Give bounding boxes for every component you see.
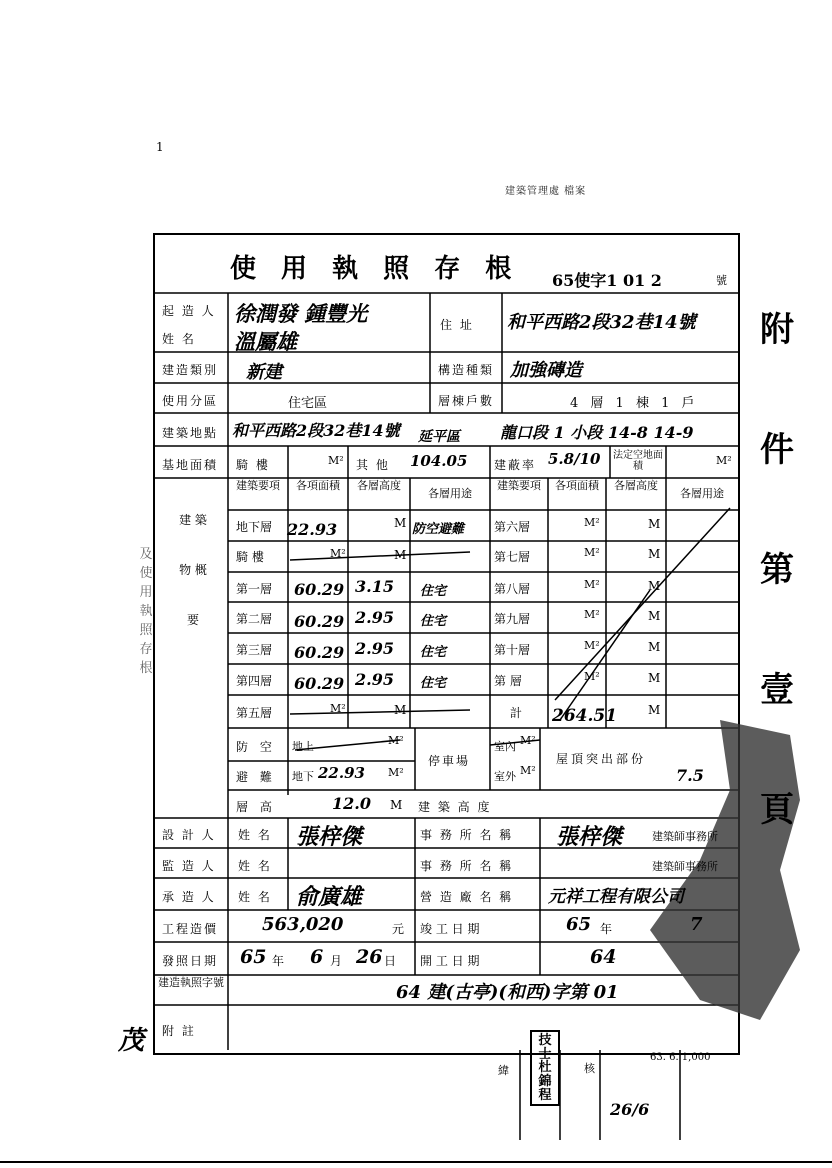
builder-names-1: 徐潤發 鍾豐光	[234, 301, 368, 326]
f1-use: 住宅	[420, 584, 447, 599]
bldg-height-label: 建 築 高 度	[418, 800, 492, 814]
f7-m2: M²	[584, 546, 600, 559]
use-zone-value: 住宅區	[288, 396, 328, 411]
done-label: 竣 工 日 期	[420, 922, 480, 936]
f5-m: M	[394, 703, 407, 717]
bldg-height-m: M	[390, 798, 403, 812]
contractor-firm: 元祥工程有限公司	[548, 887, 684, 907]
use-header-2: 各層用途	[680, 487, 724, 500]
site-value: 和平西路2段32巷14號	[232, 421, 400, 440]
contractor-name-label: 姓 名	[238, 890, 272, 904]
note-label: 附 註	[162, 1024, 196, 1038]
fn-label: 第 層	[494, 674, 522, 688]
lot-number: 龍口段 1 小段 14-8 14-9	[500, 423, 694, 442]
f2-height: 2.95	[355, 608, 394, 627]
arcade-label: 騎 樓	[236, 458, 270, 472]
stamp-date: 26/6	[610, 1100, 650, 1119]
total-area: 264.51	[552, 706, 618, 726]
designer-office-label: 事 務 所 名 稱	[420, 828, 514, 842]
designer-label: 設 計 人	[162, 828, 216, 842]
right-side-char-3: 第	[760, 550, 794, 590]
arcade-row-label: 騎 樓	[236, 550, 264, 564]
floors-units-label: 層棟戶數	[438, 394, 495, 408]
indoor-label: 室內	[494, 740, 516, 753]
site-label: 建築地點	[162, 426, 219, 440]
basement-m: M	[394, 516, 407, 530]
use-header: 各層用途	[428, 487, 472, 500]
f9-m2: M²	[584, 608, 600, 621]
f7-m: M	[648, 547, 661, 561]
right-side-text	[752, 270, 802, 870]
other-label: 其 他	[356, 458, 390, 472]
roof-value: 7.5	[676, 766, 704, 785]
legal-open-m2: M²	[716, 454, 732, 467]
contractor-label: 承 造 人	[162, 890, 216, 904]
shelter-label: 避 難	[236, 770, 276, 784]
build-type-value: 新建	[246, 362, 282, 383]
builder-names-2: 溫屬雄	[234, 329, 297, 354]
height-header-2: 各層高度	[614, 479, 658, 492]
f7-label: 第七層	[494, 550, 531, 564]
print-note: 63. 6. 1,000	[650, 1052, 711, 1063]
hao-label: 號	[716, 274, 727, 287]
f1-height: 3.15	[355, 577, 394, 596]
coverage-label: 建蔽率	[494, 458, 537, 472]
total-m: M	[648, 703, 661, 717]
f2-area: 60.29	[294, 612, 345, 631]
issue-month: 6	[310, 946, 324, 968]
f9-label: 第九層	[494, 612, 531, 626]
f9-m: M	[648, 609, 661, 623]
address-value: 和平西路2段32巷14號	[507, 312, 696, 333]
issue-year-label: 年	[272, 954, 285, 968]
f8-m: M	[648, 579, 661, 593]
f10-m: M	[648, 640, 661, 654]
top-stamp: 建築管理處 檔案	[505, 186, 587, 197]
left-mark: 1	[156, 140, 164, 154]
f6-label: 第六層	[494, 520, 531, 534]
cost-label: 工程造價	[162, 922, 219, 936]
use-zone-label: 使用分區	[162, 394, 219, 408]
fn-m2: M²	[584, 670, 600, 683]
f6-m: M	[648, 517, 661, 531]
indoor-m2: M²	[520, 734, 536, 747]
f2-label: 第二層	[236, 612, 273, 626]
land-area-label: 基地面積	[162, 458, 219, 472]
designer-office: 張梓傑	[556, 824, 623, 850]
stamp-label-a: 緯	[498, 1064, 509, 1077]
f1-area: 60.29	[294, 580, 345, 599]
struct-type-value: 加強磚造	[510, 360, 582, 381]
right-side-char-2: 件	[760, 430, 794, 470]
parking-label: 停車場	[428, 754, 471, 768]
inspector-seal: 技 士 杜 錦 程	[530, 1030, 560, 1106]
f5-label: 第五層	[236, 706, 273, 720]
area-header-2: 各項面積	[555, 479, 599, 492]
arcade-area-m2: M²	[330, 547, 346, 560]
area-header: 各項面積	[296, 479, 340, 492]
floor-height-label: 層 高	[236, 800, 276, 814]
designer-arch-office: 建築師事務所	[652, 830, 718, 843]
bldg-height-value: 12.0	[332, 794, 371, 813]
height-header: 各層高度	[357, 479, 401, 492]
f3-use: 住宅	[420, 645, 447, 660]
cost-value: 563,020	[262, 914, 344, 935]
supervisor-office-label: 事 務 所 名 稱	[420, 859, 514, 873]
permit-label: 建造執照字號	[158, 976, 224, 989]
f6-m2: M²	[584, 516, 600, 529]
address-label: 住 址	[440, 318, 474, 332]
basement-area: 22.93	[287, 520, 338, 539]
yuan-label: 元	[392, 922, 405, 936]
designer-name: 張梓傑	[296, 824, 363, 850]
contractor-name: 俞廣雄	[296, 884, 363, 910]
left-side-text: 及 使 用 執 照 存 根	[139, 547, 153, 676]
f5-m2: M²	[330, 702, 346, 715]
contractor-firm-label: 營 造 廠 名 稱	[420, 890, 514, 904]
f3-label: 第三層	[236, 643, 273, 657]
supervisor-name-label: 姓 名	[238, 859, 272, 873]
fn-m: M	[648, 671, 661, 685]
struct-type-label: 構造種類	[438, 363, 495, 377]
f4-area: 60.29	[294, 674, 345, 693]
total-label: 計	[510, 706, 523, 720]
issue-month-label: 月	[330, 954, 343, 968]
bldg-items-header-2: 建築要項	[497, 479, 541, 492]
done-year: 65	[566, 914, 592, 935]
build-type-label: 建造類別	[162, 363, 219, 377]
done-month: 7	[690, 914, 703, 935]
air-raid-label: 防 空	[236, 740, 276, 754]
bldg-overview-label: 建 築 物 概 要	[179, 513, 207, 627]
form-title: 使 用 執 照 存 根	[230, 254, 520, 284]
legal-open-label: 法定空地面積	[613, 450, 663, 472]
underground-label: 地下	[292, 770, 314, 783]
stamp-label-b: 核	[584, 1062, 595, 1075]
supervisor-label: 監 造 人	[162, 859, 216, 873]
coverage-value: 5.8/10	[548, 450, 601, 468]
f3-height: 2.95	[355, 639, 394, 658]
permit-value: 64 建(古亭)(和西)字第 01	[396, 982, 619, 1003]
right-side-char-1: 附	[760, 310, 794, 350]
ground-m2: M²	[388, 734, 404, 747]
name-label: 姓 名	[162, 332, 196, 346]
floors-units-value: 4 層 1 棟 1 戶	[570, 396, 699, 411]
f4-label: 第四層	[236, 674, 273, 688]
start-label: 開 工 日 期	[420, 954, 480, 968]
right-side-char-5: 頁	[760, 790, 794, 830]
right-side-char-4: 壹	[760, 670, 794, 710]
arcade-m2: M²	[328, 454, 344, 467]
land-other-value: 104.05	[410, 452, 468, 470]
f8-label: 第八層	[494, 582, 531, 596]
underground-m2: M²	[388, 766, 404, 779]
margin-mark: 茂	[118, 1026, 145, 1056]
f8-m2: M²	[584, 578, 600, 591]
basement-label: 地下層	[236, 520, 273, 534]
arcade-m: M	[394, 548, 407, 562]
f2-use: 住宅	[420, 614, 447, 629]
done-year-label: 年	[600, 922, 613, 936]
issue-year: 65	[240, 946, 267, 968]
start-year: 64	[590, 946, 617, 968]
issue-date-label: 發照日期	[162, 954, 219, 968]
f3-area: 60.29	[294, 643, 345, 662]
site-section: 延平區	[418, 429, 460, 445]
roof-label: 屋頂突出部份	[556, 752, 647, 766]
supervisor-arch-office: 建築師事務所	[652, 860, 718, 873]
issue-day-label: 日	[384, 954, 397, 968]
f4-height: 2.95	[355, 670, 394, 689]
shelter-area: 22.93	[318, 764, 365, 782]
issue-day: 26	[356, 946, 383, 968]
basement-use: 防空避難	[412, 522, 465, 537]
f1-label: 第一層	[236, 582, 273, 596]
ground-label: 地上	[292, 740, 314, 753]
f10-label: 第十層	[494, 643, 531, 657]
designer-name-label: 姓 名	[238, 828, 272, 842]
outdoor-m2: M²	[520, 764, 536, 777]
f10-m2: M²	[584, 639, 600, 652]
doc-number: 65使字1 01 2	[552, 271, 662, 290]
bldg-items-header: 建築要項	[236, 479, 280, 492]
builder-label: 起 造 人	[162, 304, 216, 318]
f4-use: 住宅	[420, 676, 447, 691]
outdoor-label: 室外	[494, 770, 516, 783]
